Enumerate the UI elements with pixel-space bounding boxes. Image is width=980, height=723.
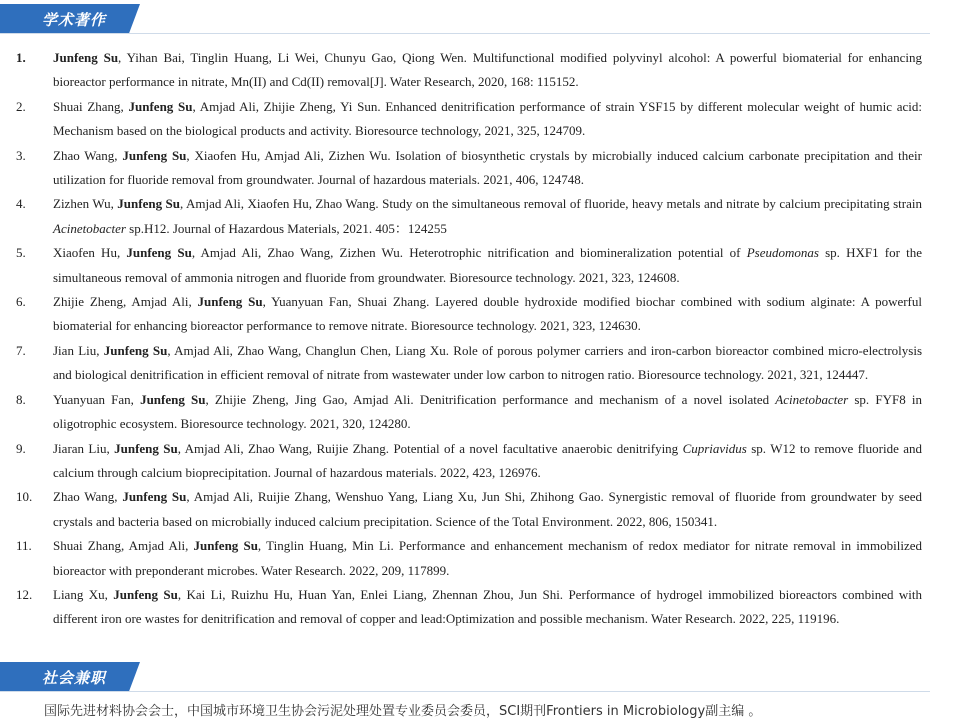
publication-item [16, 583, 922, 632]
publication-item [16, 46, 922, 95]
publication-list [16, 46, 922, 632]
publication-item [16, 144, 922, 193]
citation-text: Yuanyuan Fan, [53, 391, 141, 407]
citation-text: , Tinglin Huang, Min Li. Performance and enhancement mechanism of redox mediator for nitrate removal in immobilized bioreactor with preponderant microbes. Water Research. 2022, 209, 117899. [53, 538, 922, 578]
publication-citation [53, 196, 922, 235]
species-name: Acinetobacter [53, 220, 126, 236]
citation-text: Shuai Zhang, [53, 98, 129, 114]
publication-item [16, 290, 922, 339]
publication-item [16, 534, 922, 583]
citation-text: , Amjad Ali, Zhao Wang, Changlun Chen, Liang Xu. Role of porous polymer carriers and iron-carbon bioreactor combined micro-electrolysis and biological denitrification in efficient removal of nitrate from wastewater under low carbon to nitrogen ratio. Bioresource technology. 2021, 321, 124447. [53, 342, 923, 383]
citation-text: , Zhijie Zheng, Jing Gao, Amjad Ali. Denitrification performance and mechanism of a novel isolated [205, 391, 776, 407]
publication-number: 5. [16, 245, 26, 261]
publication-number: 7. [16, 342, 26, 358]
section-divider [0, 691, 930, 692]
publication-number: 1. [16, 50, 26, 65]
author-highlight: Junfeng Su [113, 586, 178, 602]
author-highlight: Junfeng Su [114, 440, 178, 456]
publication-number: 2. [16, 98, 26, 114]
citation-text: Zhao Wang, [53, 147, 123, 163]
section-title: 学术著作 [42, 11, 107, 29]
species-name: Cupriavidus [682, 440, 747, 456]
citation-text: , Yuanyuan Fan, Shuai Zhang. Layered double hydroxide modified biochar combined with sodium alginate: A powerful biomaterial for enhancing bioreactor performance to remove nitrate. Bioresource technology. 2021, 323, 124630. [53, 294, 922, 334]
citation-text: Zhao Wang, [53, 489, 123, 505]
citation-text: , Yihan Bai, Tinglin Huang, Li Wei, Chunyu Gao, Qiong Wen. Multifunctional modified polyvinyl alcohol: A powerful biomaterial for enhancing bioreactor performance in nitrate, Mn(II) and Cd(II) removal[J]. Water Research, 2020, 168: 115152. [53, 50, 922, 90]
publication-citation [53, 148, 922, 187]
author-highlight: Junfeng Su [140, 391, 206, 407]
publication-citation [53, 392, 922, 431]
social-roles-text: 国际先进材料协会会士，中国城市环境卫生协会污泥处理处置专业委员会委员，SCI期刊Frontiers in Microbiology副主编 。 [44, 704, 762, 719]
publication-number: 11. [16, 538, 32, 554]
publication-citation [53, 245, 922, 284]
citation-text: Shuai Zhang, Amjad Ali, [53, 538, 194, 554]
publication-number: 9. [16, 440, 26, 456]
publication-item [16, 339, 922, 388]
publication-citation [53, 489, 922, 528]
author-highlight: Junfeng Su [53, 50, 119, 65]
citation-text: Zizhen Wu, [53, 196, 118, 212]
citation-text: , Amjad Ali, Zhao Wang, Zizhen Wu. Heterotrophic nitrification and biomineralization potential of [191, 245, 747, 261]
publication-number: 3. [16, 147, 26, 163]
publication-citation [53, 587, 922, 626]
publication-item [16, 192, 922, 241]
author-highlight: Junfeng Su [197, 294, 263, 310]
citation-text: Jian Liu, [53, 342, 104, 358]
publication-item [16, 241, 922, 290]
citation-text: sp. FYF8 in oligotrophic ecosystem. Bioresource technology. 2021, 320, 124280. [53, 391, 922, 432]
citation-text: , Xiaofen Hu, Amjad Ali, Zizhen Wu. Isolation of biosynthetic crystals by microbially induced calcium carbonate precipitation and their utilization for fluoride removal from groundwater. Journal of hazardous materials. 2021, 406, 124748. [53, 147, 922, 188]
author-highlight: Junfeng Su [122, 489, 187, 505]
publication-citation [53, 50, 922, 89]
species-name: Pseudomonas [746, 245, 819, 261]
publication-number: 6. [16, 294, 26, 310]
publication-citation [53, 343, 922, 382]
citation-text: , Amjad Ali, Ruijie Zhang, Wenshuo Yang, Liang Xu, Jun Shi, Zhihong Gao. Synergistic removal of fluoride from groundwater by seed crystals and bacteria based on microbially induced calcium precipitation. Science of the Total Environment. 2022, 806, 150341. [53, 489, 923, 529]
citation-text: Xiaofen Hu, [53, 245, 127, 261]
author-highlight: Junfeng Su [128, 98, 193, 114]
author-highlight: Junfeng Su [122, 147, 187, 163]
section-title: 社会兼职 [42, 669, 107, 687]
publication-item [16, 95, 922, 144]
author-highlight: Junfeng Su [117, 196, 181, 212]
publications-section-header [0, 4, 930, 34]
citation-text: Liang Xu, [53, 586, 114, 602]
citation-text: Zhijie Zheng, Amjad Ali, [53, 294, 198, 310]
publication-citation [53, 294, 922, 333]
publication-number: 10. [16, 489, 33, 505]
publication-item [16, 388, 922, 437]
author-highlight: Junfeng Su [103, 342, 168, 358]
citation-text: , Amjad Ali, Zhao Wang, Ruijie Zhang. Potential of a novel facultative anaerobic denitrifying [177, 440, 683, 456]
publication-citation [53, 441, 922, 480]
author-highlight: Junfeng Su [193, 538, 258, 554]
publication-number: 12. [16, 586, 33, 602]
citation-text: Jiaran Liu, [53, 440, 115, 456]
citation-text: sp. HXF1 for the simultaneous removal of ammonia nitrogen and fluoride from groundwater. Bioresource technology. 2021, 323, 124608. [53, 245, 922, 285]
publication-citation [53, 99, 922, 138]
author-highlight: Junfeng Su [126, 245, 192, 261]
species-name: Acinetobacter [775, 391, 849, 407]
citation-text: , Amjad Ali, Zhijie Zheng, Yi Sun. Enhanced denitrification performance of strain YSF15 by different molecular weight of humic acid: Mechanism based on the biological products and activity. Bioresource technology, 2021, 325, 124709. [53, 98, 923, 139]
social-section-header [0, 662, 930, 692]
publication-item [16, 437, 922, 486]
publication-item [16, 485, 922, 534]
section-divider [0, 33, 930, 34]
citation-text: , Kai Li, Ruizhu Hu, Huan Yan, Enlei Liang, Zhennan Zhou, Jun Shi. Performance of hydrogel immobilized bioreactors combined with different iron ore wastes for denitrification and removal of copper and lead:Optimization and possible mechanism. Water Research. 2022, 225, 119196. [53, 586, 923, 627]
citation-text: sp.H12. Journal of Hazardous Materials, 2021. 405：124255 [125, 220, 447, 236]
citation-text: , Amjad Ali, Xiaofen Hu, Zhao Wang. Study on the simultaneous removal of fluoride, heavy metals and nitrate by calcium precipitating strain [180, 196, 922, 212]
publication-citation [53, 538, 922, 577]
citation-text: sp. W12 to remove fluoride and calcium through calcium bioprecipitation. Journal of hazardous materials. 2022, 423, 126976. [53, 440, 923, 480]
publication-number: 4. [16, 196, 26, 212]
publication-number: 8. [16, 391, 26, 407]
